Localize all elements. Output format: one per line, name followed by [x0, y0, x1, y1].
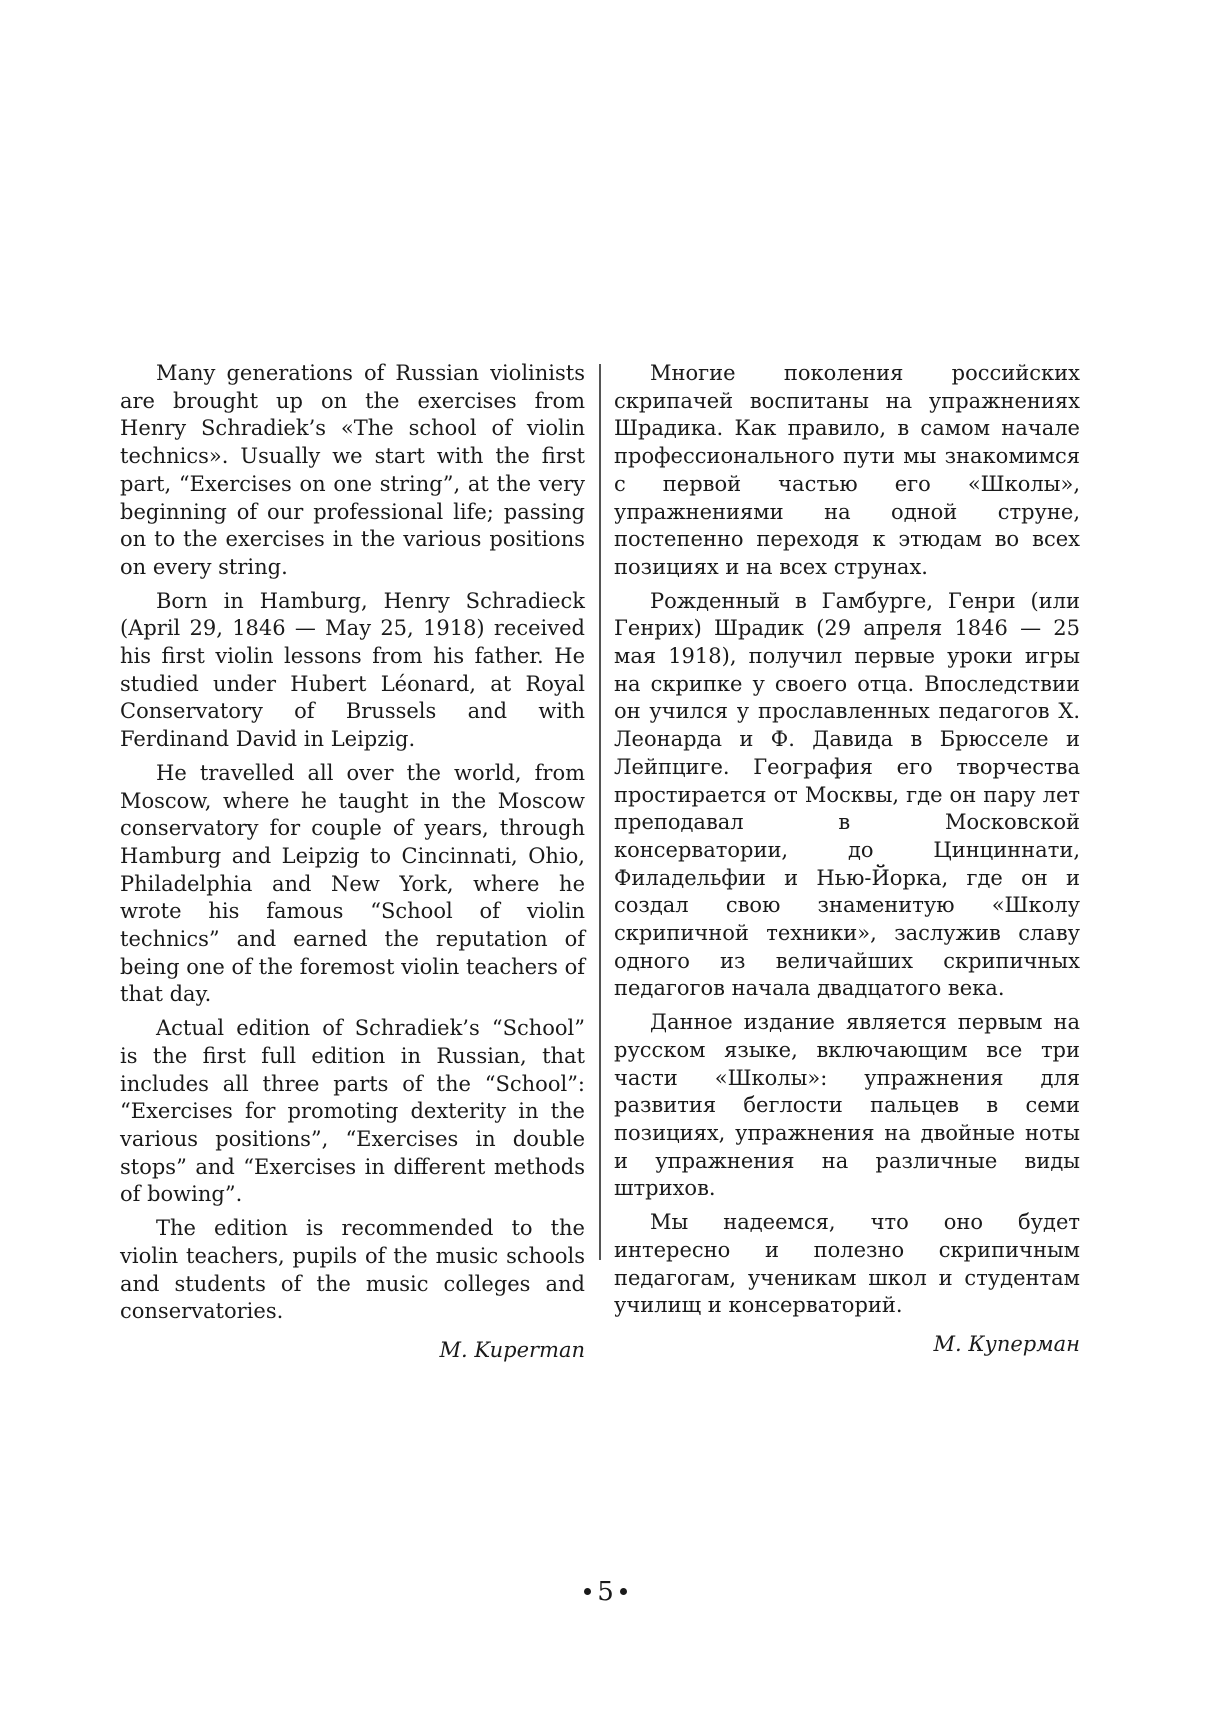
- english-paragraph-5: The edition is recommended to the violin teachers, pupils of the music schools and students of the music colleges and conservatories.: [120, 1216, 585, 1324]
- russian-paragraph-2: Рожденный в Гамбурге, Генри (или Генрих) Шрадик (29 апреля 1846 — 25 мая 1918), получил первые уроки игры на скрипке у своего отца. Впоследствии он учился у прославленных педагогов Х. Леонарда и Ф. Давида в Брюсселе и Лейпциге. География его творчества простирается от Москвы, где он пару лет преподавал в Московской консерватории, до Цинциннати, Филадельфии и Нью-Йорка, где он и создал свою знаменитую «Школу скрипичной техники», заслужив славу одного из величайших скрипичных педагогов начала двадцатого века.: [614, 588, 1080, 1001]
- russian-paragraph-3: Данное издание является первым на русском языке, включающим все три части «Школы»: упражнения для развития беглости пальцев в семи позициях, упражнения на двойные ноты и упражнения на различные виды штрихов.: [614, 1010, 1080, 1201]
- english-column: [120, 360, 585, 1364]
- english-paragraph-3: He travelled all over the world, from Moscow, where he taught in the Moscow conservatory for couple of years, through Hamburg and Leipzig to Cincinnati, Ohio, Philadelphia and New York, where he wrote his famous “School of violin technics” and earned the reputation of being one of the foremost violin teachers of that day.: [120, 760, 585, 1007]
- page-number: [0, 1576, 1211, 1608]
- page-number-value: 5: [597, 1577, 614, 1607]
- russian-column: [614, 360, 1080, 1358]
- english-paragraph-4: Actual edition of Schradiek’s “School” is the first full edition in Russian, that includes all three parts of the “School”: “Exercises for promoting dexterity in the various positions”, “Exercises in double stops” and “Exercises in different methods of bowing”.: [120, 1016, 585, 1207]
- bullet-left-icon: [584, 1588, 591, 1595]
- english-paragraph-2: Born in Hamburg, Henry Schradieck (April 29, 1846 — May 25, 1918) received his first violin lessons from his father. He studied under Hubert Léonard, at Royal Conservatory of Brussels and with Ferdinand David in Leipzig.: [120, 588, 585, 752]
- russian-signature: М. Куперман: [933, 1331, 1080, 1356]
- russian-paragraph-4: Мы надеемся, что оно будет интересно и полезно скрипичным педагогам, ученикам школ и студентам училищ и консерваторий.: [614, 1210, 1080, 1318]
- english-paragraph-1: Many generations of Russian violinists are brought up on the exercises from Henry Schradiek’s «The school of violin technics». Usually we start with the first part, “Exercises on one string”, at the very beginning of our professional life; passing on to the exercises in the various positions on every string.: [120, 361, 585, 579]
- bullet-right-icon: [620, 1588, 627, 1595]
- russian-paragraph-1: Многие поколения российских скрипачей воспитаны на упражнениях Шрадика. Как правило, в самом начале профессионального пути мы знакомимся с первой частью его «Школы», упражнениями на одной струне, постепенно переходя к этюдам во всех позициях и на всех струнах.: [614, 361, 1080, 579]
- column-divider: [599, 364, 601, 1260]
- english-signature: M. Kuperman: [439, 1337, 585, 1362]
